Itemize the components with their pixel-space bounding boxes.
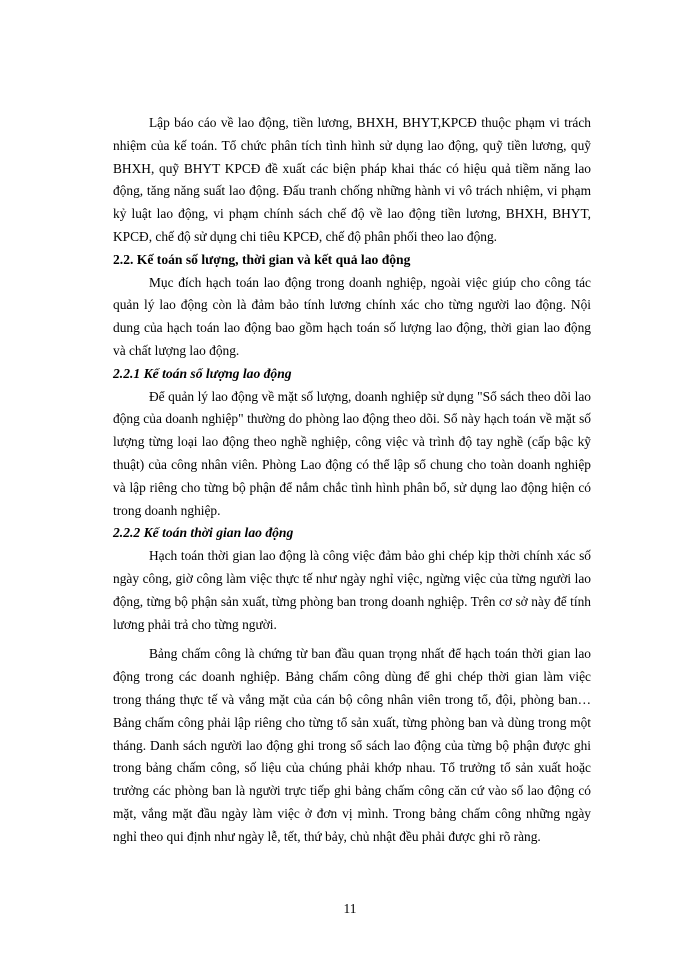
paragraph-labor-time: Hạch toán thời gian lao động là công việc đảm bảo ghi chép kịp thời chính xác số ngày công, giờ công làm việc thực tế như ngày nghỉ việc, ngừng việc của từng người lao động, từng bộ phận sản xuất, từng phòng ban trong doanh nghiệp. Trên cơ sở này để tính lương phải trả cho từng người.	[113, 548, 591, 632]
subsection-heading-2-2-2: 2.2.2 Kế toán thời gian lao động	[113, 525, 294, 541]
paragraph-reporting-duties: Lập báo cáo về lao động, tiền lương, BHXH, BHYT,KPCĐ thuộc phạm vi trách nhiệm của kế toán. Tổ chức phân tích tình hình sử dụng lao động, quỹ tiền lương, quỹ BHXH, quỹ BHYT KPCĐ đề xuất các biện pháp khai thác có hiệu quả tiềm năng lao động, tăng năng suất lao động. Đấu tranh chống những hành vi vô trách nhiệm, vi phạm kỷ luật lao động, vi phạm chính sách chế độ về lao động tiền lương, BHXH, BHYT, KPCĐ, chế độ sử dụng chi tiêu KPCĐ, chế độ phân phối theo lao động.	[113, 115, 591, 244]
paragraph-timesheet: Bảng chấm công là chứng từ ban đầu quan trọng nhất để hạch toán thời gian lao động trong các doanh nghiệp. Bảng chấm công dùng để ghi chép thời gian làm việc trong tháng thực tế và vắng mặt của cán bộ công nhân viên trong tổ, đội, phòng ban… Bảng chấm công phải lập riêng cho từng tổ sản xuất, từng phòng ban và dùng trong một tháng. Danh sách người lao động ghi trong sổ sách lao động của từng bộ phận được ghi trong bảng chấm công, số liệu của chúng phải khớp nhau. Tổ trưởng tổ sản xuất hoặc trưởng các phòng ban là người trực tiếp ghi bảng chấm công căn cứ vào số lao động có mặt, vắng mặt đầu ngày làm việc ở đơn vị mình. Trong bảng chấm công những ngày nghỉ theo qui định như ngày lễ, tết, thứ bảy, chủ nhật đều phải được ghi rõ ràng.	[113, 646, 591, 844]
document-body	[113, 112, 591, 849]
subsection-heading-2-2-1: 2.2.1 Kế toán số lượng lao động	[113, 365, 292, 381]
paragraph-labor-accounting-purpose: Mục đích hạch toán lao động trong doanh nghiệp, ngoài việc giúp cho công tác quản lý lao động còn là đảm bảo tính lương chính xác cho từng người lao động. Nội dung của hạch toán lao động bao gồm hạch toán số lượng lao động, thời gian lao động và chất lượng lao động.	[113, 274, 591, 358]
page-number: 11	[343, 901, 357, 916]
section-heading-2-2: 2.2. Kế toán số lượng, thời gian và kết quả lao động	[113, 251, 411, 267]
paragraph-labor-quantity: Để quản lý lao động về mặt số lượng, doanh nghiệp sử dụng "Sổ sách theo dõi lao động của doanh nghiệp" thường do phòng lao động theo dõi. Sổ này hạch toán về mặt số lượng từng loại lao động theo nghề nghiệp, công việc và trình độ tay nghề (cấp bậc kỹ thuật) của công nhân viên. Phòng Lao động có thể lập sổ chung cho toàn doanh nghiệp và lập riêng cho từng bộ phận để nắm chắc tình hình phân bổ, sử dụng lao động hiện có trong doanh nghiệp.	[113, 388, 591, 518]
